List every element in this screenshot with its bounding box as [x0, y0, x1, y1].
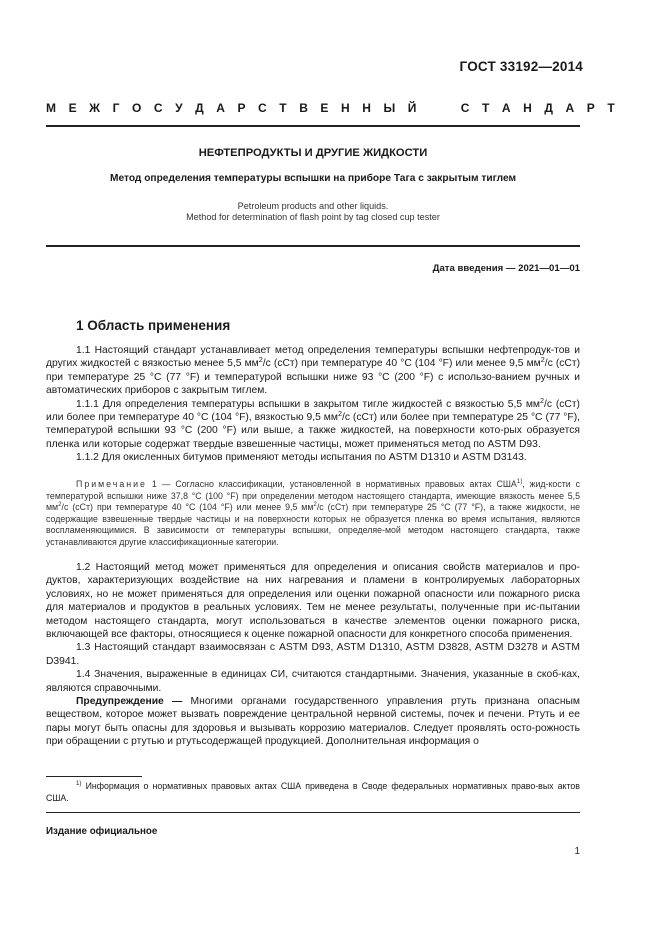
- banner-letter: Н: [341, 101, 350, 115]
- edition-label: Издание официальное: [46, 826, 158, 837]
- document-subtitle: Метод определения температуры вспышки на приборе Тага с закрытым тиглем: [109, 173, 517, 184]
- english-title-line1: Petroleum products and other liquids.: [237, 201, 389, 211]
- banner-letter: Е: [68, 101, 77, 115]
- paragraph-1-1: 1.1 Настоящий стандарт устанавливает метод определения температуры вспышки нефтепродук-тов и других жидкостей с вязкостью менее 5,5 $мм^2/с$ (сСт) при температуре 40 °С (104 °F) или менее 9,5 $мм^2/с$ (сСт) при температуре 25 °С (77 °F) и температурой вспышки ниже 93 °С (200 °F) с использо-ванием ручных и автоматических приборов с закрытым тиглем.: [46, 345, 581, 397]
- banner-letter: Т: [279, 101, 287, 115]
- banner-letter: В: [299, 101, 308, 115]
- banner-letter: [445, 101, 448, 115]
- note-1: Примечание 1 — Согласно классификации, установленной в нормативных правовых актах США$^{1)}$, жид-кости с температурой вспышки ниже 37,8 °С (100 °F) при определении методом настоящего стандарта, имеющие вязкость менее 5,5 $мм^2/с$ (сСт) при температуре 40 °С (104 °F) или менее 9,5 $мм^2/с$ (сСт) при температуре 25 °С (77 °F), а также жидкости, не содержащие взвешенные твердые частицы и на поверхности которых не образуется пленка во время испытания, являются воспламеняющимися. В зависимости от температуры вспышки, определяе-мой методом настоящего стандарта, также устанавливаются другие классификационные категории.: [46, 478, 580, 547]
- document-title: НЕФТЕПРОДУКТЫ И ДРУГИЕ ЖИДКОСТИ: [198, 147, 428, 159]
- banner-letter: А: [501, 101, 511, 115]
- paragraph-1-3: 1.3 Настоящий стандарт взаимосвязан с ASTM D93, ASTM D1310, ASTM D3828, ASTM D3278 и ASTM D3941.: [46, 642, 580, 667]
- banner-letter: Ж: [89, 101, 100, 115]
- english-title-line2: Method for determination of flash point by tag closed cup tester: [186, 212, 440, 222]
- standard-number: ГОСТ 33192—2014: [459, 59, 583, 74]
- banner-letter: Д: [195, 101, 204, 115]
- banner-letter: Н: [523, 101, 532, 115]
- introduction-date: Дата введения — 2021—01—01: [432, 263, 580, 274]
- banner-letter: С: [460, 101, 470, 115]
- banner-letter: С: [258, 101, 267, 115]
- section-body-bottom: [46, 561, 580, 749]
- banner-letter: Ы: [383, 101, 396, 115]
- paragraph-1-4: 1.4 Значения, выраженные в единицах СИ, считаются стандартными. Значения, указанные в скоб-ках, являются справочными.: [46, 669, 580, 694]
- banner-letter: А: [216, 101, 225, 115]
- paragraph-1-1-2: 1.1.2 Для окисленных битумов применяют методы испытания по ASTM D1310 и ASTM D3143.: [76, 452, 527, 464]
- english-title: [46, 201, 580, 223]
- footer-divider: [46, 812, 580, 813]
- banner-letter: О: [131, 101, 142, 115]
- footnote: $^{1)}$ Информация о нормативных правовых актах США приведена в Своде федеральных нормативных право-вых актов США.: [46, 780, 580, 803]
- paragraph-1-2: 1.2 Настоящий метод может применяться для определения и описания свойств материалов и про-дуктов, характеризующих воздействие на них нагревания и пламени в контролируемых лабораторных условиях, но не может применяться для определения или оценки пожарной опасности или пожарного риска для материалов и продуктов в реальных условиях. Тем не менее результаты, полученные при ис-пытании методом настоящего стандарта, могут использоваться в качестве элементов оценки пожарного риска, включающей все факторы, относящиеся к оценке пожарной опасности для конкретного способа применения.: [46, 562, 580, 641]
- banner-letter: С: [153, 101, 163, 115]
- page-number: 1: [574, 846, 580, 857]
- banner-letter: Й: [407, 101, 417, 115]
- banner-letter: Е: [320, 101, 329, 115]
- warning-label: Предупреждение —: [76, 696, 183, 708]
- banner-letter: У: [175, 101, 183, 115]
- banner-letter: [429, 101, 432, 115]
- paragraph-1-1-1: 1.1.1 Для определения температуры вспышки в закрытом тигле жидкостей с вязкостью 5,5 $мм^2/с$ (сСт) или более при температуре 40 °С (104 °F), вязкостью 9,5 $мм^2/с$ (сСт) или более при температуре 25 °С (77 °F), температурой вспышки 93 °С (200 °F) или выше, а также жидкостей, на поверхности кото-рых образуется пленка или которые содержат твердые взвешенные частицы, может применяться метод по ASTM D93.: [46, 395, 580, 450]
- section-heading: 1 Область применения: [76, 318, 231, 333]
- banner-letter: Н: [362, 101, 371, 115]
- banner-letter: Т: [607, 101, 615, 115]
- top-divider: [46, 125, 580, 127]
- banner-letter: А: [565, 101, 575, 115]
- banner-letter: М: [46, 101, 56, 115]
- banner-letter: Т: [482, 101, 490, 115]
- footnote-ref: 1): [516, 478, 523, 485]
- banner-letter: Г: [112, 101, 120, 115]
- banner-letter: Р: [586, 101, 595, 115]
- footnote-divider: [46, 776, 142, 777]
- banner-letter: Р: [237, 101, 246, 115]
- title-divider: [46, 245, 580, 247]
- banner-letter: Д: [544, 101, 553, 115]
- footnote-marker: 1): [76, 780, 82, 787]
- warning-paragraph: Предупреждение — Многими органами государственного управления ртуть признана опасным веществом, которое может вызвать повреждение центральной нервной системы, почек и печени. Ртуть и ее пары могут быть опасны для здоровья и вызывать коррозию материалов. Следует проявлять осто-рожность при обращении с ртутью и ртутьсодержащей продукцией. Дополнительная информация о: [46, 696, 580, 748]
- section-body-top: [46, 344, 580, 465]
- note-label: Примечание: [76, 479, 147, 489]
- standard-type-banner: [46, 101, 615, 115]
